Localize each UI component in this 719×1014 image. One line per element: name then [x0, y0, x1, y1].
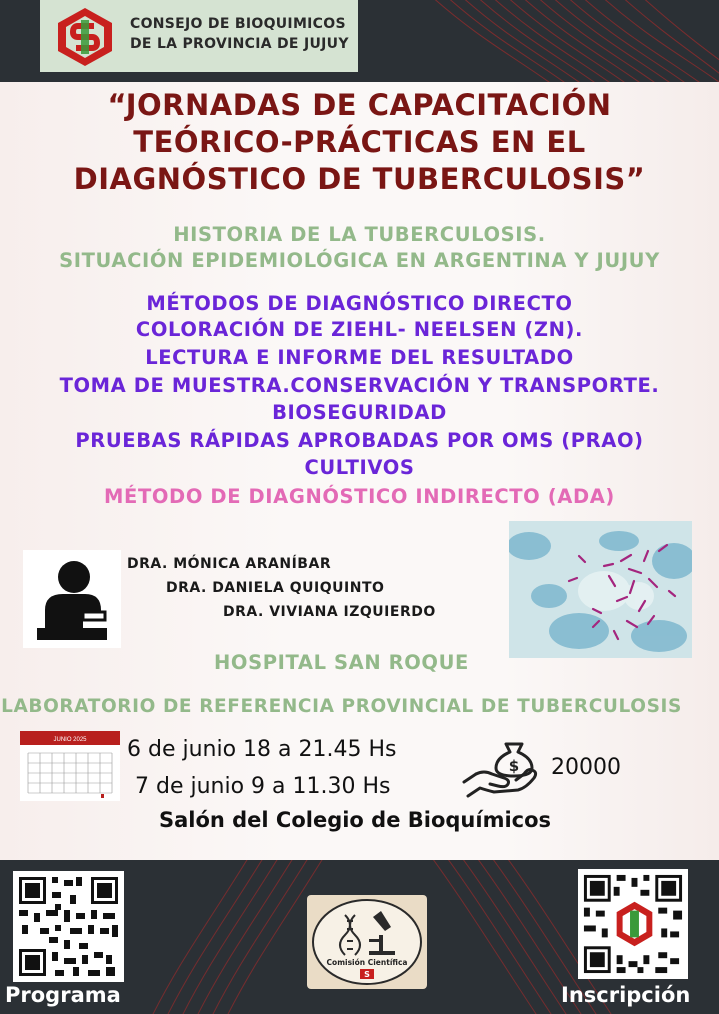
topic-cultures: CULTIVOS [304, 456, 415, 479]
schedule-day-1: 6 de junio 18 a 21.45 Hs [127, 737, 397, 762]
commission-label: Comisión Científica [326, 958, 408, 967]
org-logo [40, 0, 358, 72]
venue: Salón del Colegio de Bioquímicos [158, 808, 552, 832]
calendar-icon [20, 731, 120, 801]
topic-direct-methods: MÉTODOS DE DIAGNÓSTICO DIRECTO [146, 292, 573, 315]
topic-sampling: TOMA DE MUESTRA.CONSERVACIÓN Y TRANSPORTE. [59, 374, 660, 397]
event-title-line2: TEÓRICO-PRÁCTICAS EN EL [133, 125, 586, 159]
org-emblem-icon [54, 6, 116, 68]
topic-zn-staining: COLORACIÓN DE ZIEHL- NEELSEN (ZN). [135, 318, 584, 341]
scientific-commission-logo [307, 895, 427, 989]
laboratory-name: LABORATORIO DE REFERENCIA PROVINCIAL DE TUBERCULOSIS [1, 696, 682, 717]
speaker-1: DRA. MÓNICA ARANÍBAR [127, 556, 332, 572]
person-at-desk-icon [23, 550, 121, 648]
calendar-label: JUNIO 2025 [53, 737, 87, 743]
topic-reading-report: LECTURA E INFORME DEL RESULTADO [145, 346, 574, 369]
money-bag-hand-icon [460, 738, 545, 800]
topic-history: HISTORIA DE LA TUBERCULOSIS. [173, 223, 546, 246]
topic-rapid-tests: PRUEBAS RÁPIDAS APROBADAS POR OMS (PRAO) [75, 429, 644, 452]
program-qr-code[interactable] [13, 871, 124, 982]
hospital-name: HOSPITAL SAN ROQUE [214, 651, 469, 674]
speaker-3: DRA. VIVIANA IZQUIERDO [223, 604, 436, 620]
speaker-avatar [23, 550, 121, 648]
topic-epidemiology: SITUACIÓN EPIDEMIOLÓGICA EN ARGENTINA Y JUJUY [59, 249, 660, 272]
speaker-2: DRA. DANIELA QUIQUINTO [166, 580, 385, 596]
event-title-line3: DIAGNÓSTICO DE TUBERCULOSIS” [73, 162, 646, 196]
org-name [130, 14, 349, 54]
registration-qr-code[interactable] [578, 869, 688, 979]
org-name-line2: DE LA PROVINCIA DE JUJUY [130, 36, 349, 52]
event-title-line1: “JORNADAS DE CAPACITACIÓN [107, 88, 612, 122]
org-name-line1: CONSEJO DE BIOQUIMICOS [130, 16, 346, 32]
program-label: Programa [5, 983, 121, 1007]
svg-text:$: $ [508, 757, 520, 775]
svg-text:S: S [364, 970, 370, 979]
price-amount: 20000 [551, 755, 621, 780]
schedule-day-2: 7 de junio 9 a 11.30 Hs [135, 774, 391, 799]
topic-biosafety: BIOSEGURIDAD [272, 401, 447, 424]
registration-label: Inscripción [561, 983, 691, 1007]
microscopy-image [509, 521, 692, 658]
topic-indirect-method: MÉTODO DE DIAGNÓSTICO INDIRECTO (ADA) [104, 485, 615, 508]
